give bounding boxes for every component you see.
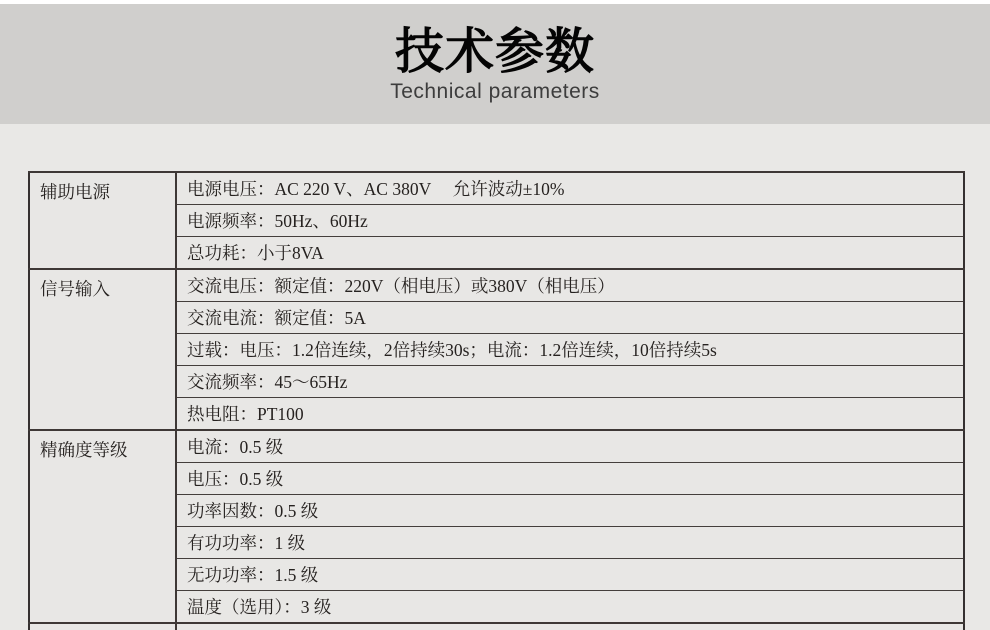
table-section (29, 269, 964, 430)
spec-value: 总功耗：小于8VA (176, 237, 964, 270)
spec-value: 无功功率：1.5 级 (176, 559, 964, 591)
spec-value: 交流电压：额定值：220V（相电压）或380V（相电压） (176, 269, 964, 302)
spec-value: 有功功率：1 级 (176, 527, 964, 559)
page-subtitle: Technical parameters (390, 80, 600, 103)
table-row (29, 623, 964, 630)
spec-value: 交流频率：45～65Hz (176, 366, 964, 398)
table-row (29, 430, 964, 463)
page-title: 技术参数 (394, 25, 595, 79)
spec-value: 温度（选用）：3 级 (176, 591, 964, 624)
spec-value: 过载：电压：1.2倍连续，2倍持续30s；电流：1.2倍连续，10倍持续5s (176, 334, 964, 366)
section-label: 辅助电源 (29, 172, 176, 269)
section-label: 信号输入 (29, 269, 176, 430)
header-band (0, 4, 990, 124)
spec-value: 功率因数：0.5 级 (176, 495, 964, 527)
table-row (29, 172, 964, 205)
table-section (29, 430, 964, 623)
spec-value: 电压：0.5 级 (176, 463, 964, 495)
spec-value: 电流：0.5 级 (176, 430, 964, 463)
table-row (29, 269, 964, 302)
spec-table (28, 171, 965, 630)
spec-value: 热电阻：PT100 (176, 398, 964, 431)
table-section (29, 172, 964, 269)
spec-value: 电源频率：50Hz、60Hz (176, 205, 964, 237)
spec-value (176, 623, 964, 630)
spec-value: 电源电压：AC 220 V、AC 380V 允许波动±10% (176, 172, 964, 205)
section-label (29, 623, 176, 630)
section-label: 精确度等级 (29, 430, 176, 623)
table-section-clipped (29, 623, 964, 630)
spec-value: 交流电流：额定值：5A (176, 302, 964, 334)
